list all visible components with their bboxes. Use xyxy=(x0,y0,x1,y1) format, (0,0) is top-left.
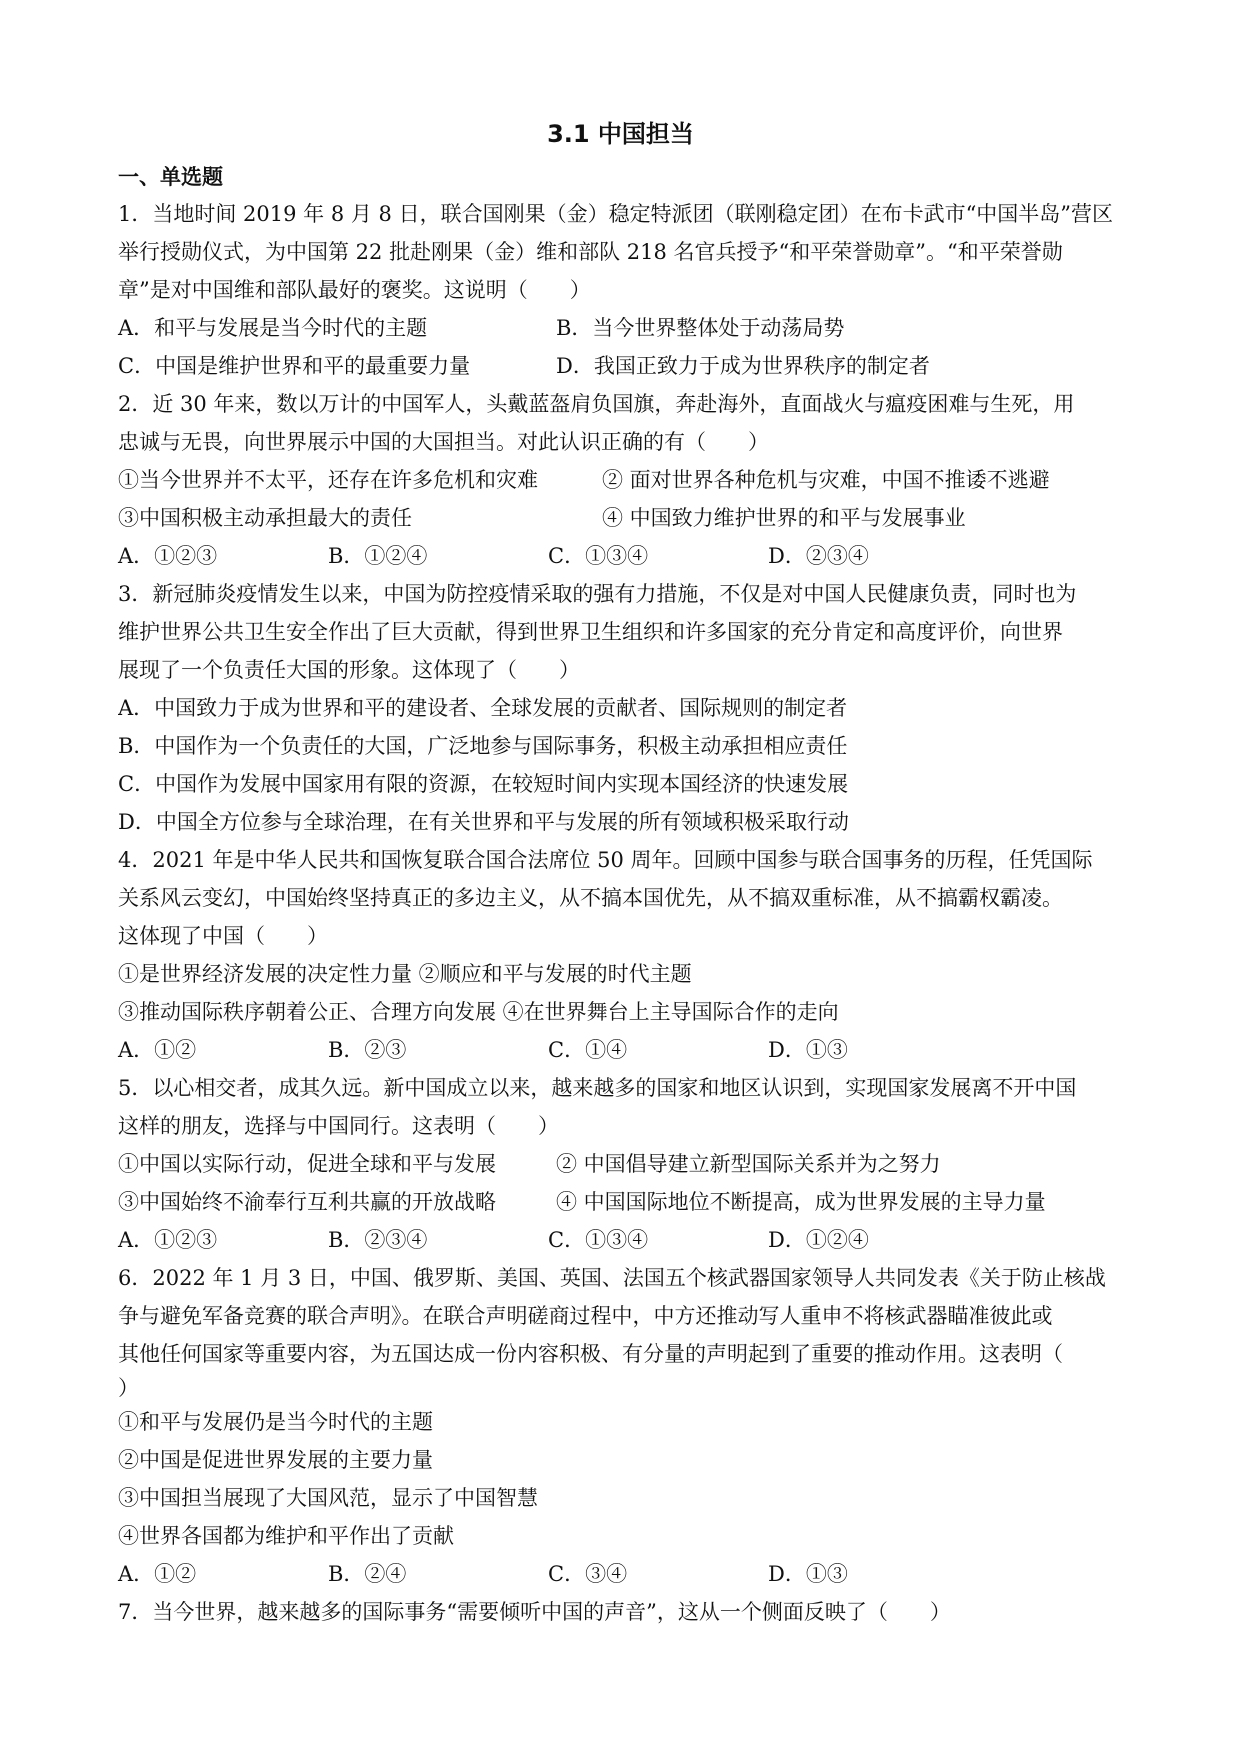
option-c: C．中国是维护世界和平的最重要力量 xyxy=(118,354,471,378)
question-stem-line: 这样的朋友，选择与中国同行。这表明（ ） xyxy=(118,1114,559,1138)
option-a: A．和平与发展是当今时代的主题 xyxy=(118,316,428,340)
statement-2: ②中国是促进世界发展的主要力量 xyxy=(118,1448,433,1472)
question-stem-line: 关系风云变幻，中国始终坚持真正的多边主义，从不搞本国优先，从不搞双重标准，从不搞霸权霸凌。 xyxy=(118,886,1063,910)
statement-4: ④世界各国都为维护和平作出了贡献 xyxy=(118,1524,454,1548)
question-stem-line: 忠诚与无畏，向世界展示中国的大国担当。对此认识正确的有（ ） xyxy=(118,430,769,454)
option-d: D．①③ xyxy=(768,1038,848,1062)
question-stem-line: 3．新冠肺炎疫情发生以来，中国为防控疫情采取的强有力措施，不仅是对中国人民健康负责，同时也为 xyxy=(118,582,1077,606)
option-b: B．②③④ xyxy=(328,1228,428,1252)
option-a: A．①②③ xyxy=(118,544,218,568)
option-c: C．中国作为发展中国家用有限的资源，在较短时间内实现本国经济的快速发展 xyxy=(118,772,849,796)
option-a: A．①② xyxy=(118,1562,197,1586)
option-row xyxy=(118,1221,1123,1259)
option-c: C．①④ xyxy=(548,1038,628,1062)
question-stem-line: 这体现了中国（ ） xyxy=(118,924,328,948)
statement-3: ③中国始终不渝奉行互利共赢的开放战略 xyxy=(118,1190,496,1214)
statement-row: ③推动国际秩序朝着公正、合理方向发展 ④在世界舞台上主导国际合作的走向 xyxy=(118,1000,839,1024)
statement-4: ④ 中国国际地位不断提高，成为世界发展的主导力量 xyxy=(556,1190,1046,1214)
option-row xyxy=(118,1555,1123,1593)
option-c: C．①③④ xyxy=(548,1228,649,1252)
page-title: 3.1 中国担当 xyxy=(547,120,694,148)
option-a: A．①②③ xyxy=(118,1228,218,1252)
question-list xyxy=(118,195,1123,1631)
option-d: D．中国全方位参与全球治理，在有关世界和平与发展的所有领域积极采取行动 xyxy=(118,810,849,834)
question-stem-line: 7．当今世界，越来越多的国际事务“需要倾听中国的声音”，这从一个侧面反映了（ ） xyxy=(118,1600,951,1624)
statement-2: ② 中国倡导建立新型国际关系并为之努力 xyxy=(556,1152,941,1176)
option-row xyxy=(118,347,1123,385)
question-stem-line: 举行授勋仪式，为中国第 22 批赴刚果（金）维和部队 218 名官兵授予“和平荣誉勋章”。“和平荣誉勋 xyxy=(118,240,1063,264)
option-row xyxy=(118,537,1123,575)
option-a: A．中国致力于成为世界和平的建设者、全球发展的贡献者、国际规则的制定者 xyxy=(118,696,848,720)
statement-row xyxy=(118,461,1123,499)
statement-row xyxy=(118,1183,1123,1221)
question-7 xyxy=(118,1593,1123,1631)
question-6 xyxy=(118,1259,1123,1593)
question-stem-line: ） xyxy=(118,1376,139,1400)
option-c: C．③④ xyxy=(548,1562,628,1586)
option-b: B．中国作为一个负责任的大国，广泛地参与国际事务，积极主动承担相应责任 xyxy=(118,734,848,758)
option-d: D．我国正致力于成为世界秩序的制定者 xyxy=(556,354,930,378)
question-stem-line: 维护世界公共卫生安全作出了巨大贡献，得到世界卫生组织和许多国家的充分肯定和高度评价，向世界 xyxy=(118,620,1063,644)
question-stem-line: 2．近 30 年来，数以万计的中国军人，头戴蓝盔肩负国旗，奔赴海外，直面战火与瘟疫困难与生死，用 xyxy=(118,392,1075,416)
statement-3: ③中国积极主动承担最大的责任 xyxy=(118,506,412,530)
question-1 xyxy=(118,195,1123,385)
section-heading: 一、单选题 xyxy=(118,165,223,189)
statement-3: ③中国担当展现了大国风范，显示了中国智慧 xyxy=(118,1486,538,1510)
option-d: D．②③④ xyxy=(768,544,869,568)
question-4 xyxy=(118,841,1123,1069)
statement-4: ④ 中国致力维护世界的和平与发展事业 xyxy=(602,506,966,530)
option-a: A．①② xyxy=(118,1038,197,1062)
statement-1: ①和平与发展仍是当今时代的主题 xyxy=(118,1410,433,1434)
statement-row: ①是世界经济发展的决定性力量 ②顺应和平与发展的时代主题 xyxy=(118,962,692,986)
option-c: C．①③④ xyxy=(548,544,649,568)
question-stem-line: 6．2022 年 1 月 3 日，中国、俄罗斯、美国、英国、法国五个核武器国家领导人共同发表《关于防止核战 xyxy=(118,1266,1106,1290)
question-stem-line: 5．以心相交者，成其久远。新中国成立以来，越来越多的国家和地区认识到，实现国家发展离不开中国 xyxy=(118,1076,1077,1100)
question-2 xyxy=(118,385,1123,575)
option-b: B．当今世界整体处于动荡局势 xyxy=(556,316,845,340)
option-b: B．②④ xyxy=(328,1562,407,1586)
question-stem-line: 其他任何国家等重要内容，为五国达成一份内容积极、有分量的声明起到了重要的推动作用。这表明（ xyxy=(118,1342,1063,1366)
statement-row xyxy=(118,499,1123,537)
question-stem-line: 争与避免军备竞赛的联合声明》。在联合声明磋商过程中，中方还推动写人重申不将核武器瞄准彼此或 xyxy=(118,1304,1053,1328)
option-b: B．①②④ xyxy=(328,544,428,568)
statement-1: ①当今世界并不太平，还存在许多危机和灾难 xyxy=(118,468,538,492)
option-row xyxy=(118,1031,1123,1069)
question-stem-line: 1．当地时间 2019 年 8 月 8 日，联合国刚果（金）稳定特派团（联刚稳定团）在布卡武市“中国半岛”营区 xyxy=(118,202,1114,226)
question-stem-line: 章”是对中国维和部队最好的褒奖。这说明（ ） xyxy=(118,278,591,302)
statement-2: ② 面对世界各种危机与灾难，中国不推诿不逃避 xyxy=(602,468,1050,492)
option-d: D．①③ xyxy=(768,1562,848,1586)
question-stem-line: 展现了一个负责任大国的形象。这体现了（ ） xyxy=(118,658,580,682)
question-stem-line: 4．2021 年是中华人民共和国恢复联合国合法席位 50 周年。回顾中国参与联合国事务的历程，任凭国际 xyxy=(118,848,1093,872)
question-5 xyxy=(118,1069,1123,1259)
option-b: B．②③ xyxy=(328,1038,407,1062)
statement-row xyxy=(118,1145,1123,1183)
option-d: D．①②④ xyxy=(768,1228,869,1252)
option-row xyxy=(118,309,1123,347)
question-3 xyxy=(118,575,1123,841)
statement-1: ①中国以实际行动，促进全球和平与发展 xyxy=(118,1152,496,1176)
